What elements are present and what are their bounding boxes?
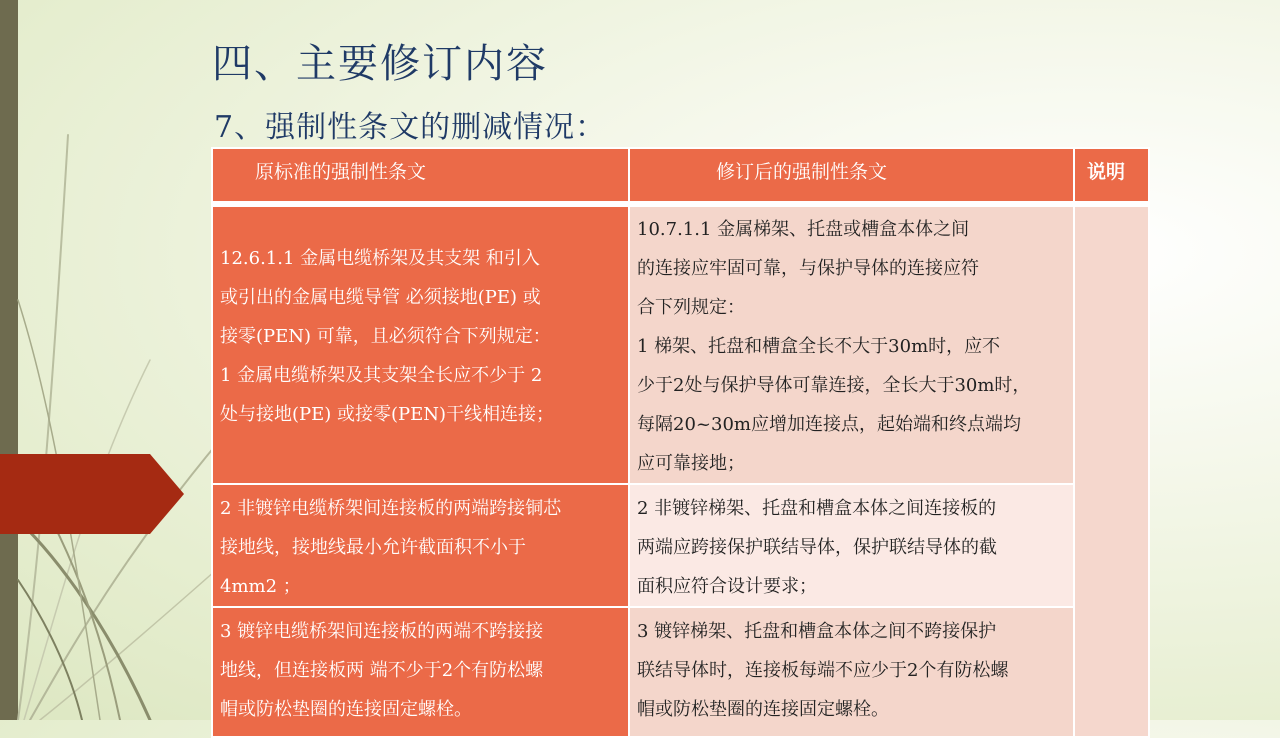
- original-clause-cell: 2 非镀锌电缆桥架间连接板的两端跨接铜芯 接地线，接地线最小允许截面积不小于 4mm2 ；: [212, 484, 629, 607]
- header-note: 说明: [1074, 148, 1149, 202]
- table-header-row: [212, 148, 1149, 202]
- table-row: [212, 607, 1149, 737]
- revised-clause-cell: 2 非镀锌梯架、托盘和槽盒本体之间连接板的 两端应跨接保护联结导体，保护联结导体的截 面积应符合设计要求；: [629, 484, 1074, 607]
- table-row: [212, 206, 1149, 484]
- header-revised: 修订后的强制性条文: [629, 148, 1074, 202]
- header-original: 原标准的强制性条文: [212, 148, 629, 202]
- revised-clause-cell: 10.7.1.1 金属梯架、托盘或槽盒本体之间 的连接应牢固可靠，与保护导体的连接应符 合下列规定： 1 梯架、托盘和槽盒全长不大于30m时，应不 少于2处与保护导体可靠连接，全长大于30m时， 每隔20~30m应增加连接点，起始端和终点端均 应可靠接地；: [629, 206, 1074, 484]
- original-clause-cell: 12.6.1.1 金属电缆桥架及其支架 和引入 或引出的金属电缆导管 必须接地(PE) 或 接零(PEN) 可靠，且必须符合下列规定： 1 金属电缆桥架及其支架全长应不少于 2 处与接地(PE) 或接零(PEN)干线相连接；: [212, 206, 629, 484]
- page-title: 四、主要修订内容: [212, 41, 548, 87]
- arrow-tab-icon: [0, 454, 184, 534]
- note-cell: [1074, 206, 1149, 737]
- section-subtitle: 7、强制性条文的删减情况：: [214, 110, 607, 145]
- original-clause-cell: 3 镀锌电缆桥架间连接板的两端不跨接接 地线，但连接板两 端不少于2个有防松螺 帽或防松垫圈的连接固定螺栓。: [212, 607, 629, 737]
- revised-clause-cell: 3 镀锌梯架、托盘和槽盒本体之间不跨接保护 联结导体时，连接板每端不应少于2个有防松螺 帽或防松垫圈的连接固定螺栓。: [629, 607, 1074, 737]
- table-row: [212, 484, 1149, 607]
- revision-table: [211, 147, 1150, 738]
